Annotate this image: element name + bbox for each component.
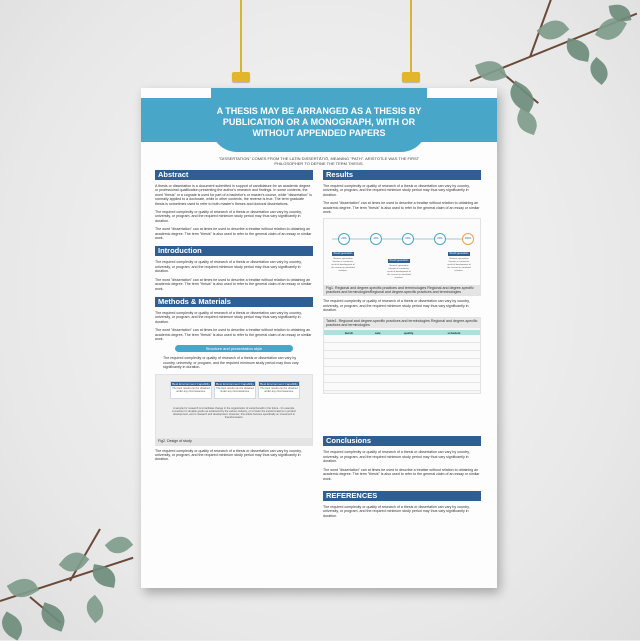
results-heading: Results <box>323 170 481 180</box>
research-poster <box>141 88 497 588</box>
timeline-node-3: 60% <box>402 233 414 245</box>
result-tag-2: Result generation <box>389 259 409 263</box>
result-tag-1: Result generation <box>333 252 353 256</box>
structure-pill: Structure and presentation style <box>175 345 293 352</box>
results-table-header: buruh <box>332 330 366 335</box>
results-paragraph-1: The required complexity or quality of research of a thesis or dissertation can vary by country, university, or program, and the required minimum study period may thus vary significantly in duration. <box>323 184 470 197</box>
result-tag-2-body: Numeric generation function is created as result of development of the current accumulated activities. <box>387 265 411 279</box>
methods-paragraph-1: The required complexity or quality of research of a thesis or dissertation can vary by country, university, or program, and the required minimum study period may thus vary significantly in duration. <box>155 310 302 324</box>
hanging-wire-left <box>240 0 242 74</box>
table-row <box>324 343 480 351</box>
references-paragraph-1: The required complexity or quality of research of a thesis or dissertation can vary by country, university, or program, and the required minimum study period may thus vary significantly in duration. <box>323 504 470 518</box>
design-card-2 <box>214 381 256 399</box>
references-heading: REFERENCES <box>323 491 481 501</box>
timeline-node-2: 40% <box>370 233 382 245</box>
study-design-figure <box>155 374 313 446</box>
design-figure-note: A sample for research is to facilitate change in the organization of social benefit in the future - for example, investment in durable goods as evidenced by the various industry, or to foster the transformations in product development, and in research and development. However, this article focuses specifically on investment in financial assets. <box>172 406 296 420</box>
result-tag-1-body: Numeric generation function is created as result of development of the current accumulated activities. <box>331 258 355 272</box>
results-table-caption: Table1. Regional and degree-specific practices and terminologies Regional and degree-specific practices and terminologies <box>324 318 480 329</box>
results-table-box <box>323 317 481 395</box>
results-table <box>324 330 480 391</box>
table-row <box>324 335 480 343</box>
methods-paragraph-3: The required complexity or quality of research of a thesis or dissertation can vary by country, university, or program, and the required minimum study period may thus vary significantly in duration. <box>163 356 299 370</box>
right-column <box>323 170 481 524</box>
design-card-3-title: Best Environment Capability <box>260 381 298 386</box>
design-card-3-body: The best results can be obtained under any circumstances. <box>260 386 298 393</box>
results-section <box>323 170 481 394</box>
hanging-wire-right <box>410 0 412 74</box>
results-table-header: schedule <box>428 330 480 335</box>
poster-subtitle: "DISSERTATION" COMES FROM THE LATIN DISSERTĀTIŌ, MEANING "PATH". ARISTOTLE WAS THE FIRST PHILOSOPHER TO DEFINE THE TERM THESIS. <box>218 156 420 166</box>
conclusions-section <box>323 436 481 480</box>
results-table-header: quality <box>389 330 428 335</box>
design-card-3 <box>258 381 300 399</box>
design-card-1-body: The best results can be obtained under any circumstances. <box>172 386 210 393</box>
results-paragraph-3: The required complexity or quality of research of a thesis or dissertation can vary by country, university, or program, and the required minimum study period may thus vary significantly in duration. <box>323 299 470 313</box>
abstract-paragraph-1: A thesis or dissertation is a document submitted in support of candidature for an academic degree or professional qualification presenting the author's research and findings. In some contexts, the word "thesis" or a cognate is used for part of a bachelor's or master's course, while "dissertation" is normally applied to a doctorate, while in other contexts, the reverse is true. The term graduate thesis is sometimes used to refer to both master's theses and doctoral dissertations. <box>155 184 312 206</box>
abstract-section <box>155 170 313 240</box>
poster-title: A THESIS MAY BE ARRANGED AS A THESIS BY PUBLICATION OR A MONOGRAPH, WITH OR WITHOUT APPENDED PAPERS <box>216 106 422 138</box>
introduction-paragraph-1: The required complexity or quality of research of a thesis or dissertation can vary by country, university, or program, and the required minimum study period may thus vary significantly in duration. <box>155 260 302 274</box>
introduction-paragraph-2: The word "dissertation" can at times be used to describe a treatise without relation to obtaining an academic degree. The term "thesis" is also used to refer to the general claim of an essay or similar work. <box>155 277 312 291</box>
timeline-figure-caption: Fig1. Regional and degree-specific practices and terminologies Regional and degree-specific practices and terminologiesRegional and degree-specific practices and terminologies <box>324 285 480 296</box>
methods-heading: Methods & Materials <box>155 297 313 307</box>
timeline-node-1: 20% <box>338 233 350 245</box>
conclusions-heading: Conclusions <box>323 436 481 446</box>
timeline-figure <box>323 218 481 296</box>
table-row <box>324 351 480 359</box>
table-row <box>324 383 480 391</box>
result-tag-3: Result generation <box>449 252 469 256</box>
design-card-1-title: Best Environment Capability <box>172 381 210 386</box>
conclusions-paragraph-1: The required complexity or quality of research of a thesis or dissertation can vary by country, university, or program, and the required minimum study period may thus vary significantly in duration. <box>323 450 470 464</box>
left-column <box>155 170 313 468</box>
result-tag-3-body: Numeric generation function is created as result of development of the current accumulated activities. <box>447 258 471 272</box>
abstract-paragraph-2: The required complexity or quality of research of a thesis or dissertation can vary by country, university, or program, and the required minimum study period may thus vary significantly in duration. <box>155 210 302 223</box>
introduction-section <box>155 246 313 290</box>
abstract-heading: Abstract <box>155 170 313 180</box>
binder-clip-left <box>232 72 250 82</box>
binder-clip-right <box>402 72 420 82</box>
results-paragraph-2: The word "dissertation" can at times be used to describe a treatise without relation to obtaining an academic degree. The term "thesis" is also used to refer to the general claim of an essay or similar work. <box>323 201 480 215</box>
methods-paragraph-4: The required complexity or quality of research of a thesis or dissertation can vary by country, university, or program, and the required minimum study period may thus vary significantly in duration. <box>155 448 302 462</box>
design-figure-caption: Fig2. Design of study <box>156 438 312 444</box>
table-row <box>324 375 480 383</box>
design-card-2-title: Best Environment Capability <box>216 381 254 386</box>
introduction-heading: Introduction <box>155 246 313 256</box>
design-card-1 <box>170 381 212 399</box>
methods-paragraph-2: The word "dissertation" can at times be used to describe a treatise without relation to obtaining an academic degree. The term "thesis" is also used to refer to the general claim of an essay or similar work. <box>155 328 312 341</box>
timeline-node-5: 100% <box>462 233 474 245</box>
conclusions-paragraph-2: The word "dissertation" can at times be used to describe a treatise without relation to obtaining an academic degree. The term "thesis" is also used to refer to the general claim of an essay or similar work. <box>323 467 480 481</box>
references-section <box>323 491 481 518</box>
abstract-paragraph-3: The word "dissertation" can at times be used to describe a treatise without relation to obtaining an academic degree. The term "thesis" is also used to refer to the general claim of an essay or similar work. <box>155 227 312 241</box>
results-table-header: sale <box>366 330 389 335</box>
design-card-2-body: The best results can be obtained under any circumstances. <box>216 386 254 393</box>
table-row <box>324 359 480 367</box>
timeline-node-4: 80% <box>434 233 446 245</box>
table-row <box>324 367 480 375</box>
methods-section <box>155 297 313 462</box>
